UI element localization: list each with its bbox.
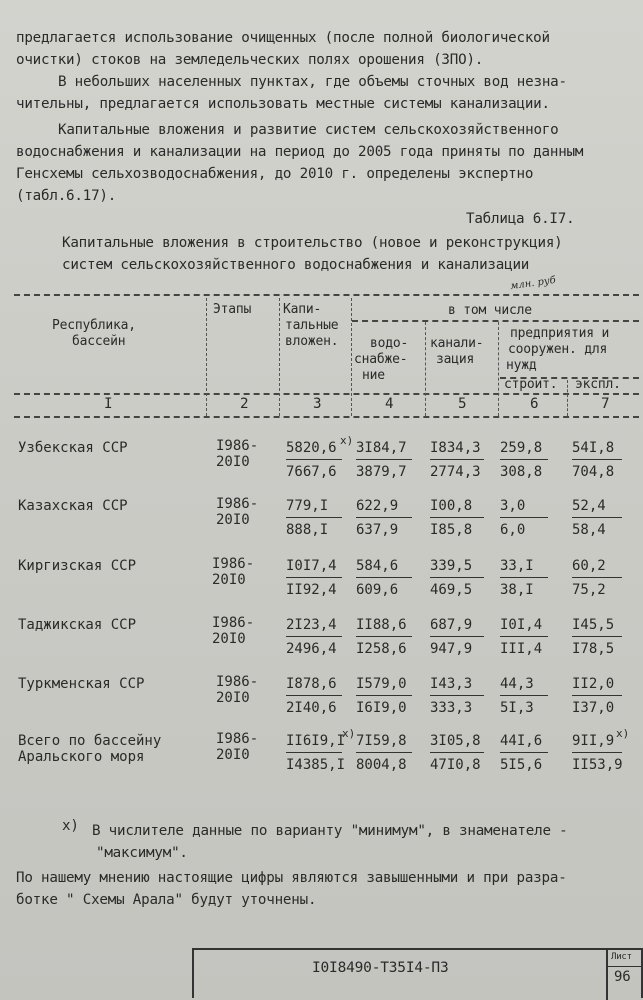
colnum-2: 2 (240, 396, 249, 412)
intro-line-8: (табл.6.17). (16, 188, 117, 204)
hdr-enterprises-2: сооружен. для (508, 342, 608, 357)
fraction-bar (286, 517, 342, 518)
row-value-top: I834,3 (430, 440, 481, 456)
row-value-bottom: 7667,6 (286, 464, 337, 480)
row-value-bottom: 333,3 (430, 700, 473, 716)
colnum-3: 3 (313, 396, 322, 412)
row-stage: 20I0 (216, 512, 250, 528)
row-value-top: 54I,8 (572, 440, 615, 456)
hdr-sewer-2: зация (436, 352, 475, 367)
row-value-bottom: I85,8 (430, 522, 473, 538)
row-value-bottom: II53,9 (572, 757, 623, 773)
colnum-5: 5 (458, 396, 467, 412)
table-title-line-1: Капитальные вложения в строительство (новое и реконструкция) (62, 235, 563, 251)
row-value-top: 5820,6 (286, 440, 337, 456)
fraction-bar (286, 459, 342, 460)
document-code: I0I8490-Т35I4-ПЗ (312, 960, 449, 976)
row-value-bottom: 5I,3 (500, 700, 534, 716)
row-value-bottom: 637,9 (356, 522, 399, 538)
fraction-bar (286, 577, 342, 578)
colnum-bottom-rule (14, 416, 639, 418)
row-name: Таджикская ССР (18, 617, 137, 633)
row-value-bottom: I37,0 (572, 700, 615, 716)
row-value-top: II88,6 (356, 617, 407, 633)
hdr-capital-2: тальные (285, 318, 339, 333)
colnum-4: 4 (385, 396, 394, 412)
sheet-divider (606, 966, 641, 967)
fraction-bar (572, 517, 622, 518)
closing-line-2: ботке " Схемы Арала" будут уточнены. (16, 892, 317, 908)
fraction-bar (430, 636, 484, 637)
row-value-bottom: 6,0 (500, 522, 526, 538)
row-value-bottom: 2I40,6 (286, 700, 337, 716)
colnum-7: 7 (601, 396, 610, 412)
hdr-water-3: ние (362, 368, 385, 383)
row-footnote-marker: x) (340, 434, 354, 447)
row-value-top: 339,5 (430, 558, 473, 574)
col-sep-4 (425, 322, 426, 416)
hdr-operation: экспл. (575, 377, 621, 392)
fraction-bar (572, 752, 622, 753)
closing-line-1: По нашему мнению настоящие цифры являются завышенными и при разра- (16, 870, 567, 886)
row-footnote-marker: x) (616, 727, 630, 740)
row-value-top: II2,0 (572, 676, 615, 692)
hdr-capital-3: вложен. (285, 334, 339, 349)
row-stage: I986- (216, 496, 259, 512)
row-value-top: 9II,9 (572, 733, 615, 749)
row-footnote-marker: x) (342, 727, 356, 740)
row-value-bottom: 704,8 (572, 464, 615, 480)
row-stage: I986- (216, 674, 259, 690)
fraction-bar (286, 695, 342, 696)
table-title-line-2: систем сельскохозяйственного водоснабжения и канализации (62, 257, 530, 273)
fraction-bar (500, 517, 548, 518)
row-value-bottom: 38,I (500, 582, 534, 598)
units-note: млн. руб (509, 274, 557, 293)
hdr-construction: строит. (504, 377, 558, 392)
row-stage: I986- (216, 731, 259, 747)
intro-line-7: Генсхемы сельхозводоснабжения, до 2010 г. определены экспертно (16, 166, 534, 182)
row-value-bottom: I258,6 (356, 641, 407, 657)
hdr-enterprises-3: нужд (506, 358, 537, 373)
row-value-top: I0I,4 (500, 617, 543, 633)
fraction-bar (500, 459, 548, 460)
fraction-bar (500, 695, 548, 696)
row-value-top: 60,2 (572, 558, 606, 574)
row-stage: 20I0 (212, 572, 246, 588)
fraction-bar (356, 752, 412, 753)
row-stage: 20I0 (216, 747, 250, 763)
fraction-bar (286, 636, 342, 637)
row-value-bottom: 3879,7 (356, 464, 407, 480)
row-name: Аральского моря (18, 749, 145, 765)
fraction-bar (356, 577, 412, 578)
row-value-top: I45,5 (572, 617, 615, 633)
intro-line-3: В небольших населенных пунктах, где объемы сточных вод незна- (58, 74, 567, 90)
fraction-bar (572, 577, 622, 578)
col-sep-6 (567, 380, 568, 416)
colnum-6: 6 (530, 396, 539, 412)
row-value-top: I0I7,4 (286, 558, 337, 574)
row-value-bottom: 58,4 (572, 522, 606, 538)
fraction-bar (430, 459, 484, 460)
row-value-top: 687,9 (430, 617, 473, 633)
fraction-bar (430, 577, 484, 578)
fraction-bar (430, 752, 484, 753)
row-value-bottom: II92,4 (286, 582, 337, 598)
row-value-top: I878,6 (286, 676, 337, 692)
row-name: Киргизская ССР (18, 558, 137, 574)
table-label: Таблица 6.I7. (466, 211, 575, 227)
footnote-marker: x) (62, 818, 79, 834)
table-top-rule (14, 294, 639, 296)
col-sep-3 (351, 298, 352, 416)
row-value-bottom: 469,5 (430, 582, 473, 598)
row-value-top: I00,8 (430, 498, 473, 514)
intro-line-6: водоснабжения и канализации на период до 2005 года приняты по данным (16, 144, 584, 160)
row-value-bottom: 8004,8 (356, 757, 407, 773)
row-value-bottom: I6I9,0 (356, 700, 407, 716)
row-value-top: I43,3 (430, 676, 473, 692)
hdr-republic-1: Республика, (52, 318, 136, 333)
col-sep-2 (279, 298, 280, 416)
footnote-line-1: В числителе данные по варианту "минимум", в знаменателе - (92, 823, 568, 839)
intro-line-2: очистки) стоков на земледельческих полях орошения (ЗПО). (16, 52, 484, 68)
hdr-water-2: снабже- (354, 352, 408, 367)
row-value-top: 52,4 (572, 498, 606, 514)
row-stage: I986- (216, 438, 259, 454)
fraction-bar (286, 752, 342, 753)
row-stage: 20I0 (216, 690, 250, 706)
row-value-bottom: 47I0,8 (430, 757, 481, 773)
including-rule (352, 320, 639, 322)
row-value-bottom: 947,9 (430, 641, 473, 657)
row-value-bottom: 75,2 (572, 582, 606, 598)
row-value-top: 7I59,8 (356, 733, 407, 749)
fraction-bar (572, 695, 622, 696)
row-value-top: I579,0 (356, 676, 407, 692)
row-stage: 20I0 (212, 631, 246, 647)
row-value-top: 622,9 (356, 498, 399, 514)
row-value-top: II6I9,I (286, 733, 346, 749)
row-value-top: 3,0 (500, 498, 526, 514)
hdr-stages: Этапы (213, 302, 252, 317)
hdr-capital-1: Капи- (283, 302, 322, 317)
fraction-bar (356, 459, 412, 460)
row-stage: I986- (212, 615, 255, 631)
footnote-line-2: "максимум". (96, 845, 188, 861)
col-sep-5 (498, 322, 499, 416)
row-value-top: 44,3 (500, 676, 534, 692)
row-name: Туркменская ССР (18, 676, 145, 692)
colnum-1: I (104, 396, 113, 412)
row-value-bottom: 2496,4 (286, 641, 337, 657)
row-value-top: 3I05,8 (430, 733, 481, 749)
row-value-bottom: I78,5 (572, 641, 615, 657)
row-value-top: 2I23,4 (286, 617, 337, 633)
hdr-enterprises-1: предприятия и (510, 326, 610, 341)
row-value-top: 779,I (286, 498, 329, 514)
header-bottom-rule (14, 393, 639, 395)
row-stage: 20I0 (216, 454, 250, 470)
fraction-bar (500, 636, 548, 637)
fraction-bar (356, 636, 412, 637)
row-value-top: 584,6 (356, 558, 399, 574)
row-value-top: 33,I (500, 558, 534, 574)
hdr-sewer-1: канали- (430, 336, 484, 351)
col-sep-1 (206, 298, 207, 416)
row-value-bottom: III,4 (500, 641, 543, 657)
row-value-bottom: 5I5,6 (500, 757, 543, 773)
row-value-bottom: 308,8 (500, 464, 543, 480)
fraction-bar (356, 517, 412, 518)
sheet-label: Лист (611, 952, 632, 962)
hdr-republic-2: бассейн (72, 334, 126, 349)
row-value-bottom: 888,I (286, 522, 329, 538)
title-block-divider (606, 948, 608, 1000)
fraction-bar (572, 459, 622, 460)
fraction-bar (500, 577, 548, 578)
row-name: Казахская ССР (18, 498, 128, 514)
row-value-bottom: 2774,3 (430, 464, 481, 480)
sheet-number: 96 (614, 969, 631, 985)
row-stage: I986- (212, 556, 255, 572)
row-name: Всего по бассейну (18, 733, 162, 749)
hdr-including: в том числе (448, 303, 532, 318)
fraction-bar (572, 636, 622, 637)
intro-line-1: предлагается использование очищенных (после полной биологической (16, 30, 550, 46)
intro-line-4: чительны, предлагается использовать местные системы канализации. (16, 96, 550, 112)
row-value-top: 259,8 (500, 440, 543, 456)
hdr-water-1: водо- (370, 336, 409, 351)
row-value-bottom: 609,6 (356, 582, 399, 598)
intro-line-5: Капитальные вложения и развитие систем сельскохозяйственного (58, 122, 559, 138)
fraction-bar (430, 517, 484, 518)
row-name: Узбекская ССР (18, 440, 128, 456)
fraction-bar (500, 752, 548, 753)
row-value-top: 3I84,7 (356, 440, 407, 456)
row-value-top: 44I,6 (500, 733, 543, 749)
row-value-bottom: I4385,I (286, 757, 346, 773)
fraction-bar (356, 695, 412, 696)
fraction-bar (430, 695, 484, 696)
